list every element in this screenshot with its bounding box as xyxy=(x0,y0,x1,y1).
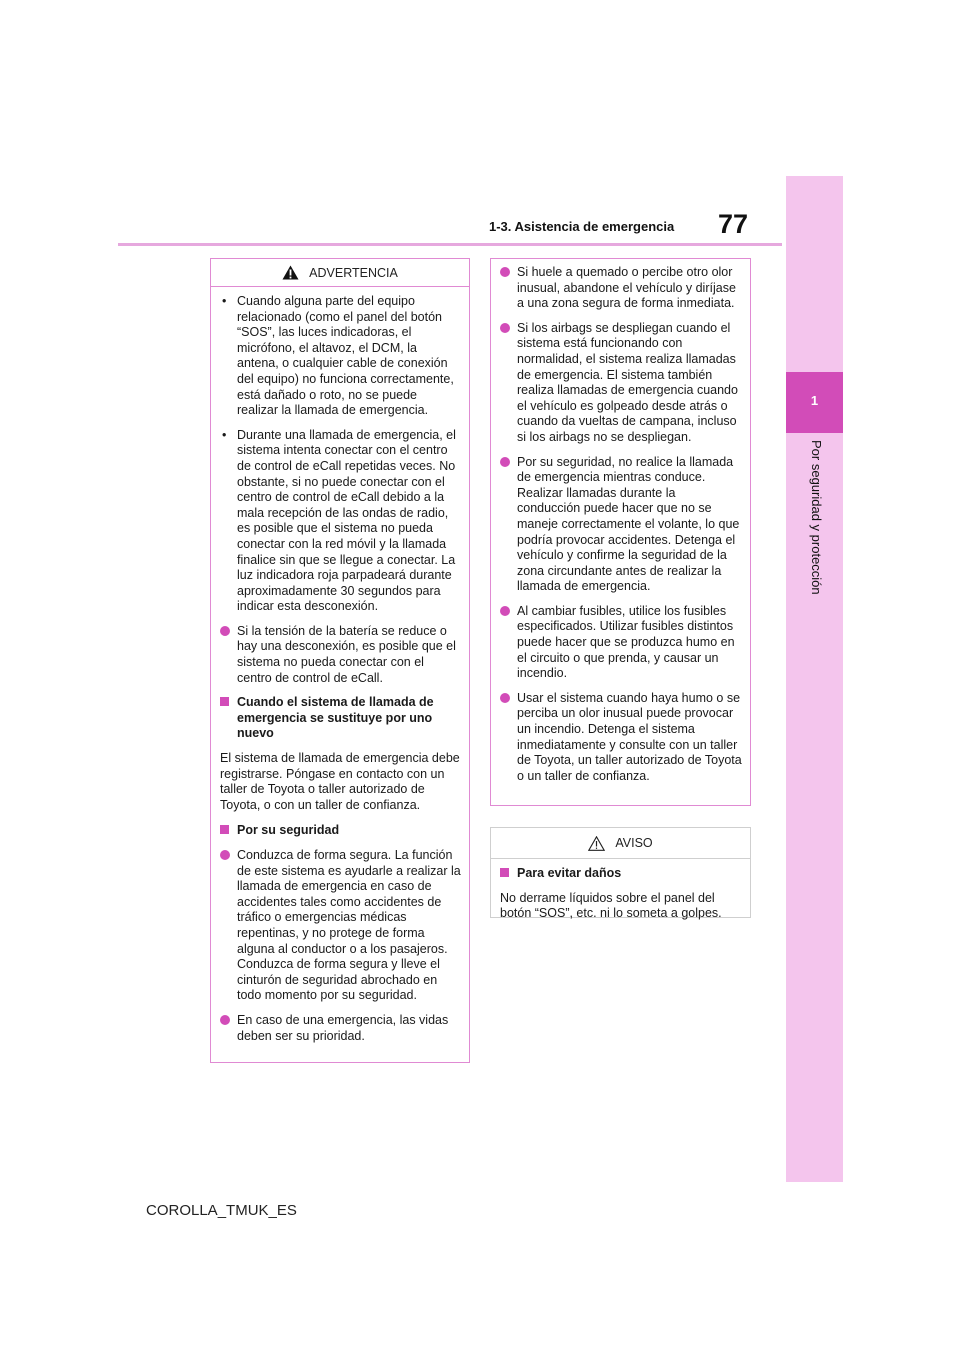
list-item: • Durante una llamada de emergencia, el sistema intenta conectar con el centro de control de eCall repetidas veces. No obstante, si no puede conectar con el centro de control de eCall debido a la mala recepción de las ondas de radio, es posible que el sistema no pueda conectar con la red móvil y la llamada finalice sin que se llegue a conectar. La luz indicadora roja parpadeará durante aproximadamente 30 segundos para indicar esta desconexión. xyxy=(222,427,456,614)
list-item: En caso de una emergencia, las vidas deben ser su prioridad. xyxy=(220,1013,461,1044)
notice-box-header xyxy=(491,828,750,859)
list-item: Al cambiar fusibles, utilice los fusibles especificados. Utilizar fusibles distintos puede hacer que se produzca humo en el circuito o que prenda, y causar un incendio. xyxy=(500,604,742,682)
page-number: 77 xyxy=(718,209,749,239)
square-bullet-icon xyxy=(220,697,229,706)
chapter-title: Por seguridad y protección xyxy=(809,440,824,595)
chapter-number: 1 xyxy=(810,393,819,408)
footer-doc-code: COROLLA_TMUK_ES xyxy=(146,1202,297,1219)
warning-box-title: ADVERTENCIA xyxy=(309,265,398,280)
circle-bullet-icon xyxy=(500,267,510,277)
notice-box xyxy=(490,827,751,921)
list-item: Por su seguridad, no realice la llamada de emergencia mientras conduce. Realizar llamadas durante la conducción puede hacer que no se maneje correctamente el volante, lo que podría provocar accidentes. Detenga el vehículo y confirme la seguridad de la zona circundante antes de realizar la llamada de emergencia. xyxy=(500,455,742,595)
notice-box-body xyxy=(491,859,750,922)
replacement-heading: Cuando el sistema de llamada de emergencia se sustituye por uno nuevo xyxy=(220,695,461,742)
list-item: • Cuando alguna parte del equipo relacionado (como el panel del botón “SOS”, las luces indicadoras, el micrófono, el altavoz, el DCM, la antena, o cualquier cable de conexión del equipo) no funciona correctamente, está dañado o roto, no se puede realizar la llamada de emergencia. xyxy=(222,294,454,418)
square-bullet-icon xyxy=(220,825,229,834)
circle-bullet-icon xyxy=(220,850,230,860)
header-rule xyxy=(118,243,782,246)
warning-box-body xyxy=(211,287,469,1044)
notice-box-title: AVISO xyxy=(615,836,653,850)
square-bullet-icon xyxy=(500,868,509,877)
caution-triangle-icon xyxy=(588,836,605,851)
list-item: Si la tensión de la batería se reduce o hay una desconexión, es posible que el sistema no pueda conectar con el centro de control de eCall. xyxy=(220,624,461,686)
notice-heading: Para evitar daños xyxy=(500,866,742,882)
circle-bullet-icon xyxy=(500,323,510,333)
section-title: 1-3. Asistencia de emergencia xyxy=(489,219,675,234)
list-item: Si los airbags se despliegan cuando el sistema está funcionando con normalidad, el sistema realiza llamadas de emergencia. El sistema también realiza llamadas de emergencia cuando el vehículo es golpeado desde atrás o cuando da vueltas de campana, incluso si los airbags no se despliegan. xyxy=(500,321,742,446)
list-item: Si huele a quemado o percibe otro olor inusual, abandone el vehículo y diríjase a una zona segura de forma inmediata. xyxy=(500,265,742,312)
circle-bullet-icon xyxy=(220,1015,230,1025)
warning-box xyxy=(210,258,470,1063)
circle-bullet-icon xyxy=(500,693,510,703)
safety-heading: Por su seguridad xyxy=(220,823,461,839)
side-tab xyxy=(786,176,843,1182)
replacement-text: El sistema de llamada de emergencia debe registrarse. Póngase en contacto con un taller de Toyota o taller autorizado de Toyota, o con un taller de confianza. xyxy=(220,751,460,812)
circle-bullet-icon xyxy=(500,457,510,467)
circle-bullet-icon xyxy=(220,626,230,636)
list-item: Conduzca de forma segura. La función de este sistema es ayudarle a realizar la llamada de emergencia en caso de accidentes tales como accidentes de tráfico o emergencias médicas repentinas, y no protege de forma alguna al conductor o a los pasajeros. Conduzca de forma segura y lleve el cinturón de seguridad abrochado en todo momento por su seguridad. xyxy=(220,848,461,1004)
warning-box-header xyxy=(211,259,469,287)
notice-text: No derrame líquidos sobre el panel del botón “SOS”, etc. ni lo someta a golpes. xyxy=(500,890,722,921)
warning-box-continued xyxy=(490,258,751,806)
warning-triangle-icon xyxy=(282,265,299,280)
warning-box-continued-body xyxy=(491,259,750,784)
list-item: Usar el sistema cuando haya humo o se perciba un olor inusual puede provocar un incendio. Detenga el sistema inmediatamente y consulte con un taller de Toyota, un taller autorizado de Toyota o un taller de confianza. xyxy=(500,691,742,785)
circle-bullet-icon xyxy=(500,606,510,616)
